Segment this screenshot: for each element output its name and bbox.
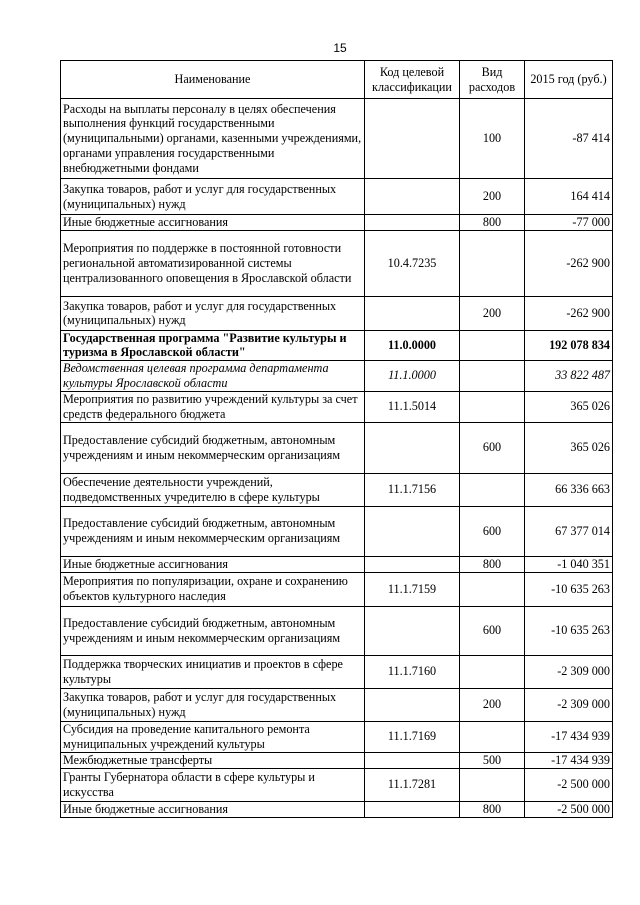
row-amount-cell: 365 026 — [525, 422, 613, 473]
row-amount-cell: 365 026 — [525, 391, 613, 422]
row-code-cell — [365, 506, 460, 556]
table-row — [61, 655, 613, 688]
row-kind-cell — [460, 572, 525, 606]
row-kind-cell: 200 — [460, 179, 525, 215]
table-row — [61, 179, 613, 215]
row-amount-cell: -17 434 939 — [525, 752, 613, 768]
header-name: Наименование — [61, 61, 365, 99]
row-kind-cell — [460, 473, 525, 506]
row-name-cell: Закупка товаров, работ и услуг для государственных (муниципальных) нужд — [61, 179, 365, 215]
row-name-cell: Мероприятия по поддержке в постоянной готовности региональной автоматизированной системы централизованного оповещения в Ярославской области — [61, 230, 365, 296]
row-amount-cell: 33 822 487 — [525, 361, 613, 391]
table-row — [61, 801, 613, 817]
row-code-cell — [365, 688, 460, 721]
row-name-cell: Расходы на выплаты персоналу в целях обеспечения выполнения функций государственными (муниципальными) органами, казенными учреждениями, органами управления государственными внебюджетными фондами — [61, 99, 365, 179]
row-name-cell: Государственная программа "Развитие культуры и туризма в Ярославской области" — [61, 330, 365, 360]
header-kind: Вид расходов — [460, 61, 525, 99]
row-name-cell: Иные бюджетные ассигнования — [61, 801, 365, 817]
row-amount-cell: -2 309 000 — [525, 688, 613, 721]
row-code-cell — [365, 179, 460, 215]
row-amount-cell: -262 900 — [525, 230, 613, 296]
row-kind-cell: 200 — [460, 688, 525, 721]
table-row — [61, 215, 613, 231]
table-header-row — [61, 61, 613, 99]
row-code-cell — [365, 752, 460, 768]
row-kind-cell: 200 — [460, 296, 525, 330]
row-code-cell — [365, 99, 460, 179]
row-code-cell: 11.1.5014 — [365, 391, 460, 422]
row-name-cell: Гранты Губернатора области в сфере культуры и искусства — [61, 768, 365, 801]
row-code-cell: 11.1.7281 — [365, 768, 460, 801]
row-code-cell — [365, 801, 460, 817]
page-number: 15 — [333, 41, 347, 55]
row-amount-cell: -10 635 263 — [525, 606, 613, 655]
row-amount-cell: -10 635 263 — [525, 572, 613, 606]
row-code-cell — [365, 556, 460, 572]
row-name-cell: Закупка товаров, работ и услуг для государственных (муниципальных) нужд — [61, 296, 365, 330]
row-kind-cell: 600 — [460, 606, 525, 655]
table-row — [61, 768, 613, 801]
table-row — [61, 506, 613, 556]
row-name-cell: Обеспечение деятельности учреждений, подведомственных учредителю в сфере культуры — [61, 473, 365, 506]
row-name-cell: Мероприятия по популяризации, охране и сохранению объектов культурного наследия — [61, 572, 365, 606]
row-amount-cell: 67 377 014 — [525, 506, 613, 556]
row-amount-cell: 164 414 — [525, 179, 613, 215]
table-row — [61, 422, 613, 473]
row-amount-cell: -2 500 000 — [525, 768, 613, 801]
table-row — [61, 330, 613, 360]
table-row — [61, 721, 613, 752]
header-code: Код целевой классификации — [365, 61, 460, 99]
row-name-cell: Мероприятия по развитию учреждений культуры за счет средств федерального бюджета — [61, 391, 365, 422]
header-amount: 2015 год (руб.) — [525, 61, 613, 99]
table-row — [61, 361, 613, 391]
row-name-cell: Предоставление субсидий бюджетным, автономным учреждениям и иным некоммерческим организациям — [61, 506, 365, 556]
row-name-cell: Поддержка творческих инициатив и проектов в сфере культуры — [61, 655, 365, 688]
row-name-cell: Субсидия на проведение капитального ремонта муниципальных учреждений культуры — [61, 721, 365, 752]
row-amount-cell: -2 309 000 — [525, 655, 613, 688]
row-name-cell: Предоставление субсидий бюджетным, автономным учреждениям и иным некоммерческим организациям — [61, 606, 365, 655]
row-kind-cell: 800 — [460, 556, 525, 572]
row-amount-cell: -1 040 351 — [525, 556, 613, 572]
row-name-cell: Межбюджетные трансферты — [61, 752, 365, 768]
row-code-cell: 11.1.7160 — [365, 655, 460, 688]
row-name-cell: Иные бюджетные ассигнования — [61, 215, 365, 231]
row-amount-cell: 192 078 834 — [525, 330, 613, 360]
row-kind-cell: 600 — [460, 422, 525, 473]
row-amount-cell: -87 414 — [525, 99, 613, 179]
row-amount-cell: -17 434 939 — [525, 721, 613, 752]
row-amount-cell: -77 000 — [525, 215, 613, 231]
budget-table — [60, 60, 613, 818]
table-row — [61, 752, 613, 768]
row-kind-cell — [460, 391, 525, 422]
row-kind-cell: 800 — [460, 801, 525, 817]
row-code-cell: 11.1.0000 — [365, 361, 460, 391]
row-kind-cell: 600 — [460, 506, 525, 556]
table-row — [61, 99, 613, 179]
row-kind-cell — [460, 230, 525, 296]
row-code-cell: 11.0.0000 — [365, 330, 460, 360]
row-code-cell — [365, 422, 460, 473]
row-code-cell: 11.1.7169 — [365, 721, 460, 752]
table-row — [61, 230, 613, 296]
row-kind-cell — [460, 768, 525, 801]
row-kind-cell — [460, 655, 525, 688]
row-name-cell: Ведомственная целевая программа департамента культуры Ярославской области — [61, 361, 365, 391]
table-row — [61, 556, 613, 572]
row-name-cell: Предоставление субсидий бюджетным, автономным учреждениям и иным некоммерческим организациям — [61, 422, 365, 473]
row-kind-cell — [460, 330, 525, 360]
row-name-cell: Иные бюджетные ассигнования — [61, 556, 365, 572]
table-row — [61, 473, 613, 506]
table-row — [61, 572, 613, 606]
row-kind-cell: 100 — [460, 99, 525, 179]
row-code-cell: 11.1.7159 — [365, 572, 460, 606]
table-row — [61, 688, 613, 721]
table-row — [61, 391, 613, 422]
row-code-cell — [365, 215, 460, 231]
row-code-cell — [365, 606, 460, 655]
row-amount-cell: 66 336 663 — [525, 473, 613, 506]
row-code-cell: 11.1.7156 — [365, 473, 460, 506]
row-kind-cell: 800 — [460, 215, 525, 231]
table-row — [61, 296, 613, 330]
row-kind-cell — [460, 361, 525, 391]
row-amount-cell: -262 900 — [525, 296, 613, 330]
row-kind-cell — [460, 721, 525, 752]
row-code-cell: 10.4.7235 — [365, 230, 460, 296]
row-name-cell: Закупка товаров, работ и услуг для государственных (муниципальных) нужд — [61, 688, 365, 721]
row-code-cell — [365, 296, 460, 330]
row-kind-cell: 500 — [460, 752, 525, 768]
table-row — [61, 606, 613, 655]
row-amount-cell: -2 500 000 — [525, 801, 613, 817]
